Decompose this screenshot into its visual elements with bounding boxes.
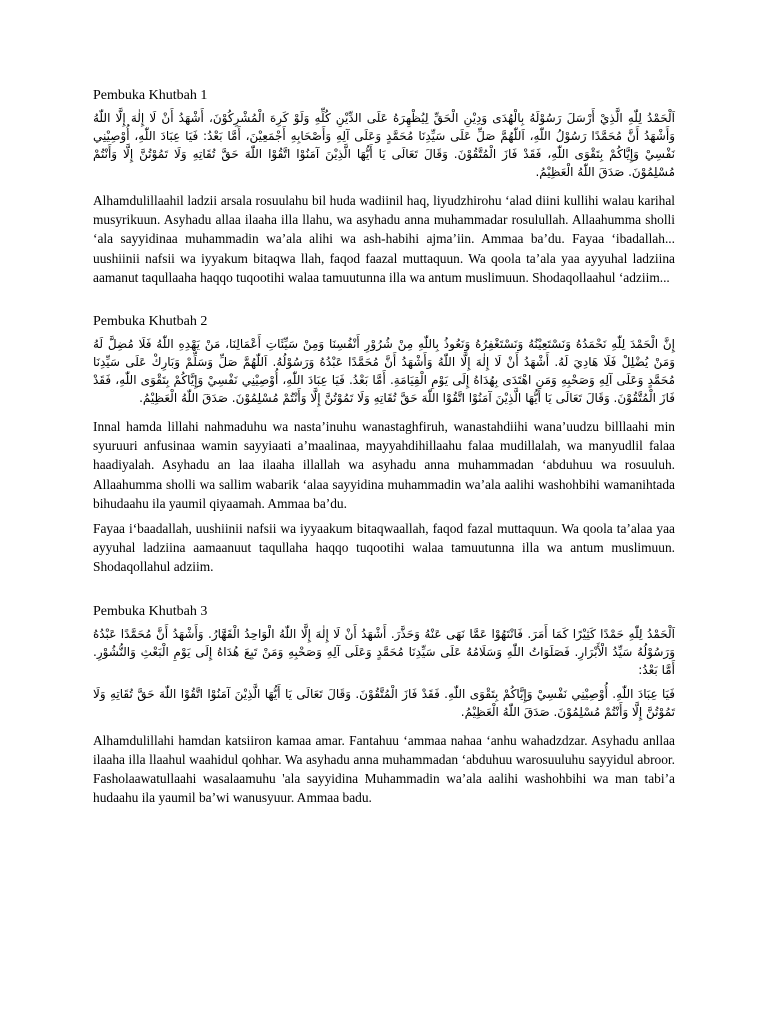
arabic-paragraph: إِنَّ الْحَمْدَ لِلّٰهِ نَحْمَدُهُ وَنَسْتَعِيْنُهُ وَنَسْتَغْفِرُهُ وَنَعُوذُ بِاللّٰهِ مِنْ شُرُوْرِ أَنْفُسِنَا وَمِنْ سَيِّئَاتِ أَعْمَالِنَا، مَنْ يَهْدِهِ اللّٰهُ فَلَا مُضِلَّ لَهُ وَمَنْ يُضْلِلْ فَلَا هَادِيَ لَهُ. أَشْهَدُ أَنْ لَا إِلٰهَ إِلَّا اللّٰهُ وَأَشْهَدُ أَنَّ مُحَمَّدًا عَبْدُهُ وَرَسُوْلُهُ. اَللّٰهُمَّ صَلِّ وَسَلِّمْ وَبَارِكْ عَلَى سَيِّدِنَا مُحَمَّدٍ وَعَلَى آلِهِ وَصَحْبِهِ وَمَنِ اهْتَدَى بِهُدَاهُ إِلَى يَوْمِ الْقِيَامَةِ. أَمَّا بَعْدُ. فَيَا عِبَادَ اللّٰهِ، أُوْصِيْنِي نَفْسِيْ وَإِيَّاكُمْ بِتَقْوَى اللّٰهِ، فَقَدْ فَازَ الْمُتَّقُوْنَ. وَقَالَ تَعَالَى يَا أَيُّهَا الَّذِيْنَ آمَنُوْا اتَّقُوْا اللّٰهَ حَقَّ تُقَاتِهِ وَلَا تَمُوْتُنَّ إِلَّا وَأَنْتُمْ مُسْلِمُوْنَ. صَدَقَ اللّٰهُ الْعَظِيْمُ. [93, 337, 675, 406]
section-heading: Pembuka Khutbah 3 [93, 603, 208, 619]
document-page [93, 87, 675, 833]
transliteration-paragraph: Alhamdulillahi hamdan katsiiron kamaa amar. Fantahuu ‘ammaa nahaa ‘anhu wahadzdzar. Asyhadu anllaa ilaaha illa llaahul waahidul qohhar. Wa asyhadu anna muhammadan ‘abduhuu warosuuluhu sayyidul abroor. Fasholaawatullaahi wasalaamuhu 'ala sayyidina Muhammadin wa’ala aalihi washohbihi wa man tabi’a hudaahu ila yaumil ba’wi wanusyuur. Ammaa badu. [93, 732, 675, 806]
section-heading: Pembuka Khutbah 1 [93, 88, 208, 103]
arabic-paragraph: فَيَا عِبَادَ اللّٰهِ. أُوْصِيْنِي نَفْسِيْ وَإِيَّاكُمْ بِتَقْوَى اللّٰهِ. فَقَدْ فَازَ الْمُتَّقُوْنَ. وَقَالَ تَعَالَى يَا أَيُّهَا الَّذِيْنَ آمَنُوْا اتَّقُوْا اللّٰهَ حَقَّ تُقَاتِهِ وَلَا تَمُوْتُنَّ إِلَّا وَأَنْتُمْ مُسْلِمُوْنَ. صَدَقَ اللّٰهُ الْعَظِيْمُ. [93, 686, 675, 719]
khutbah-section-2 [93, 313, 675, 577]
khutbah-section-3 [93, 603, 675, 808]
transliteration-paragraph: Alhamdulillaahil ladzii arsala rosuulahu bil huda wadiinil haq, liyudzhirohu ‘alad diini kullihi walau karihal musyrikuun. Asyhadu allaa ilaaha illa llahu, wa asyhadu anna muhammadar rosulullah. Allaahumma sholli ‘ala sayyidinaa muhammadin wa’ala alihi wa ash-habihi ajma’iin. Ammaa ba’du. Fayaa ‘ibadallah... uushiinii nafsii wa iyyakum bitaqwa llah, faqod faazal muttaquun. Wa qoola ta’ala yaa ayyuhal ladziina aamanut taqullaaha haqqo tuqootihi walaa tamuutunna illa wa antum muslimuun. Shodaqollaahul ‘adziim... [93, 193, 675, 285]
transliteration-paragraph: Innal hamda lillahi nahmaduhu wa nasta’inuhu wanastaghfiruh, wanastahdiihi wana’uudzu billlaahi min syuruuri anfusinaa wamin sayyiaati a’maalinaa, mayyahdihillaahu falaa mudillalah, wa manyudlil falaa haadiyalah. Asyhadu an laa ilaaha illallah wa asyhadu anna muhammadan ‘abduhuu wa rosuuluh. Allaahumma sholli wa sallim wabarik ‘alaa sayyidina muhammadin wa’ala aalihi washohbihi wamanihtada bihudaahu ila yaumil qiyaamah. Ammaa ba’du. [93, 419, 675, 511]
arabic-paragraph: اَلْحَمْدُ لِلّٰهِ الَّذِيْ أَرْسَلَ رَسُوْلَهُ بِالْهُدَى وَدِيْنِ الْحَقِّ لِيُظْهِرَهُ عَلَى الدِّيْنِ كُلِّهِ وَلَوْ كَرِهَ الْمُشْرِكُوْنَ، أَشْهَدُ أَنْ لَا إِلٰهَ إِلَّا اللّٰهُ وَأَشْهَدُ أَنَّ مُحَمَّدًا رَسُوْلُ اللّٰهِ، اَللّٰهُمَّ صَلِّ عَلَى سَيِّدِنَا مُحَمَّدٍ وَعَلَى آلِهِ وَأَصْحَابِهِ أَجْمَعِيْنَ، أَمَّا بَعْدُ: فَيَا عِبَادَ اللّٰهِ، أُوْصِيْنِي نَفْسِيْ وَإِيَّاكُمْ بِتَقْوَى اللّٰهِ، فَقَدْ فَازَ الْمُتَّقُوْنَ. وَقَالَ تَعَالَى يَا أَيُّهَا الَّذِيْنَ آمَنُوْا اتَّقُوْا اللّٰهَ حَقَّ تُقَاتِهِ وَلَا تَمُوْتُنَّ إِلَّا وَأَنْتُمْ مُسْلِمُوْنَ. صَدَقَ اللّٰهُ الْعَظِيْمُ. [93, 111, 675, 179]
section-heading: Pembuka Khutbah 2 [93, 314, 208, 330]
khutbah-section-1 [93, 87, 675, 287]
arabic-paragraph: اَلْحَمْدُ لِلّٰهِ حَمْدًا كَثِيْرًا كَمَا أَمَرَ. فَانْتَهُوْا عَمَّا نَهَى عَنْهُ وَحَذَّرَ. أَشْهَدُ أَنْ لَا إِلٰهَ إِلَّا اللّٰهُ الْوَاحِدُ الْقَهَّارُ. وَأَشْهَدُ أَنَّ مُحَمَّدًا عَبْدُهُ وَرَسُوْلُهُ سَيِّدُ الْأَبْرَارِ. فَصَلَوَاتُ اللّٰهِ وَسَلَامُهُ عَلَى سَيِّدِنَا مُحَمَّدٍ وَعَلَى آلِهِ وَصَحْبِهِ وَمَنْ تَبِعَ هُدَاهُ إِلَى يَوْمِ الْبَعْثِ وَالنُّشُوْرِ. أَمَّا بَعْدُ: [93, 626, 675, 677]
transliteration-paragraph: Fayaa i‘baadallah, uushiinii nafsii wa iyyaakum bitaqwaallah, faqod fazal muttaquun. Wa qoola ta’alaa yaa ayyuhal ladziina aamaanuut taqullaha haqqo tuqootihi walaa tamuutunna illa wa antum muslimuun. Shodaqollahul adziim. [93, 521, 675, 575]
